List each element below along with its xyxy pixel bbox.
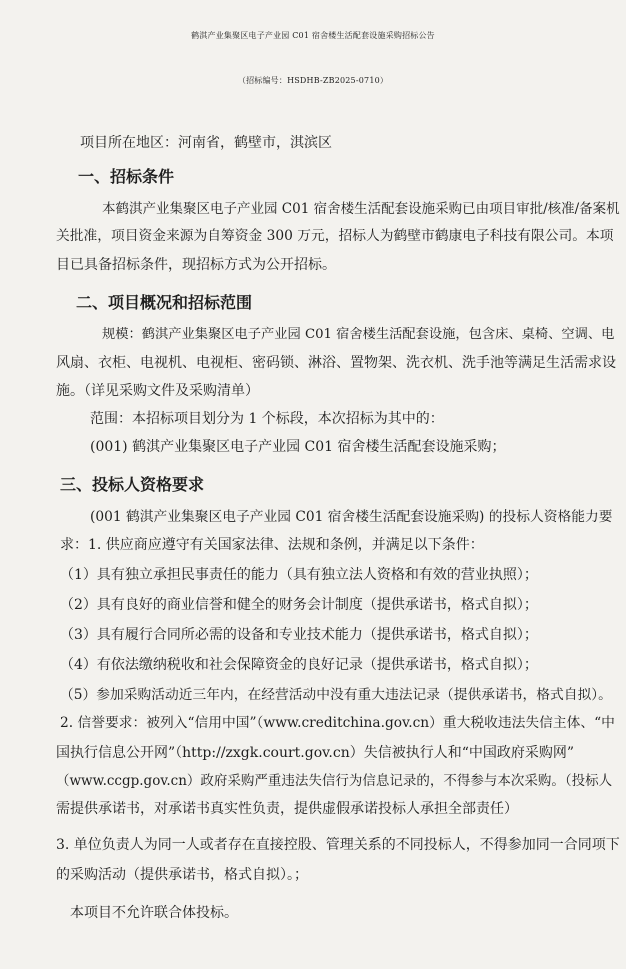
paragraph-line: 关批准，项目资金来源为自筹资金 300 万元，招标人为鹤壁市鹤康电子科技有限公司。本项 [56,228,614,244]
paragraph-line: 风扇、衣柜、电视机、电视柜、密码锁、淋浴、置物架、洗衣机、洗手池等满足生活需求设 [56,355,616,371]
paragraph-line: 目已具备招标条件，现招标方式为公开招标。 [56,257,336,273]
paragraph-line: 规模：鹤淇产业集聚区电子产业园 C01 宿舍楼生活配套设施，包含床、桌椅、空调、电 [102,327,615,342]
tender-number: （招标编号：HSDHB-ZB2025-0710） [237,76,389,85]
paragraph-line: （4）有依法缴纳税收和社会保障资金的良好记录（提供承诺书，格式自拟）； [60,657,538,673]
paragraph-line: (001 鹤淇产业集聚区电子产业园 C01 宿舍楼生活配套设施采购) 的投标人资格能力要 [90,509,613,525]
paragraph-line: 本鹤淇产业集聚区电子产业园 C01 宿舍楼生活配套设施采购已由项目审批/核准/备案机 [102,201,620,217]
paragraph-line: （3）具有履行合同所必需的设备和专业技术能力（提供承诺书，格式自拟）； [60,627,538,643]
document-title: 鹤淇产业集聚区电子产业园 C01 宿舍楼生活配套设施采购招标公告 [191,31,435,40]
paragraph-line: (001) 鹤淇产业集聚区电子产业园 C01 宿舍楼生活配套设施采购； [90,439,506,455]
paragraph-line: 国执行信息公开网”（http://zxgk.court.gov.cn）失信被执行人和“中国政府采购网” [56,745,575,761]
paragraph-line: （1）具有独立承担民事责任的能力（具有独立法人资格和有效的营业执照）； [60,567,538,583]
paragraph-line: 需提供承诺书，对承诺书真实性负责，提供虚假承诺投标人承担全部责任） [56,801,518,817]
paragraph-line: 3. 单位负责人为同一人或者存在直接控股、管理关系的不同投标人，不得参加同一合同项下 [56,837,620,853]
paragraph-line: 本项目不允许联合体投标。 [70,905,238,921]
paragraph-line: 求：1. 供应商应遵守有关国家法律、法规和条例，并满足以下条件： [60,537,484,553]
paragraph-line: 的采购活动（提供承诺书，格式自拟）。； [56,867,308,883]
paragraph-line: （www.ccgp.gov.cn）政府采购严重违法失信行为信息记录的，不得参与本次采购。（投标人 [56,773,613,789]
project-location: 项目所在地区：河南省，鹤壁市，淇滨区 [80,135,332,151]
section-heading-3: 三、投标人资格要求 [60,475,205,494]
paragraph-line: 范围：本招标项目划分为 1 个标段，本次招标为其中的： [90,411,444,427]
paragraph-line: （2）具有良好的商业信誉和健全的财务会计制度（提供承诺书，格式自拟）； [60,597,538,613]
paragraph-line: 施。（详见采购文件及采购清单） [56,383,259,399]
paragraph-line: 2. 信誉要求：被列入“信用中国”（www.creditchina.gov.cn）重大税收违法失信主体、“中 [60,715,615,731]
paragraph-line: （5）参加采购活动近三年内，在经营活动中没有重大违法记录（提供承诺书，格式自拟）。 [60,687,612,703]
section-heading-1: 一、招标条件 [78,167,175,186]
section-heading-2: 二、项目概况和招标范围 [76,293,253,312]
